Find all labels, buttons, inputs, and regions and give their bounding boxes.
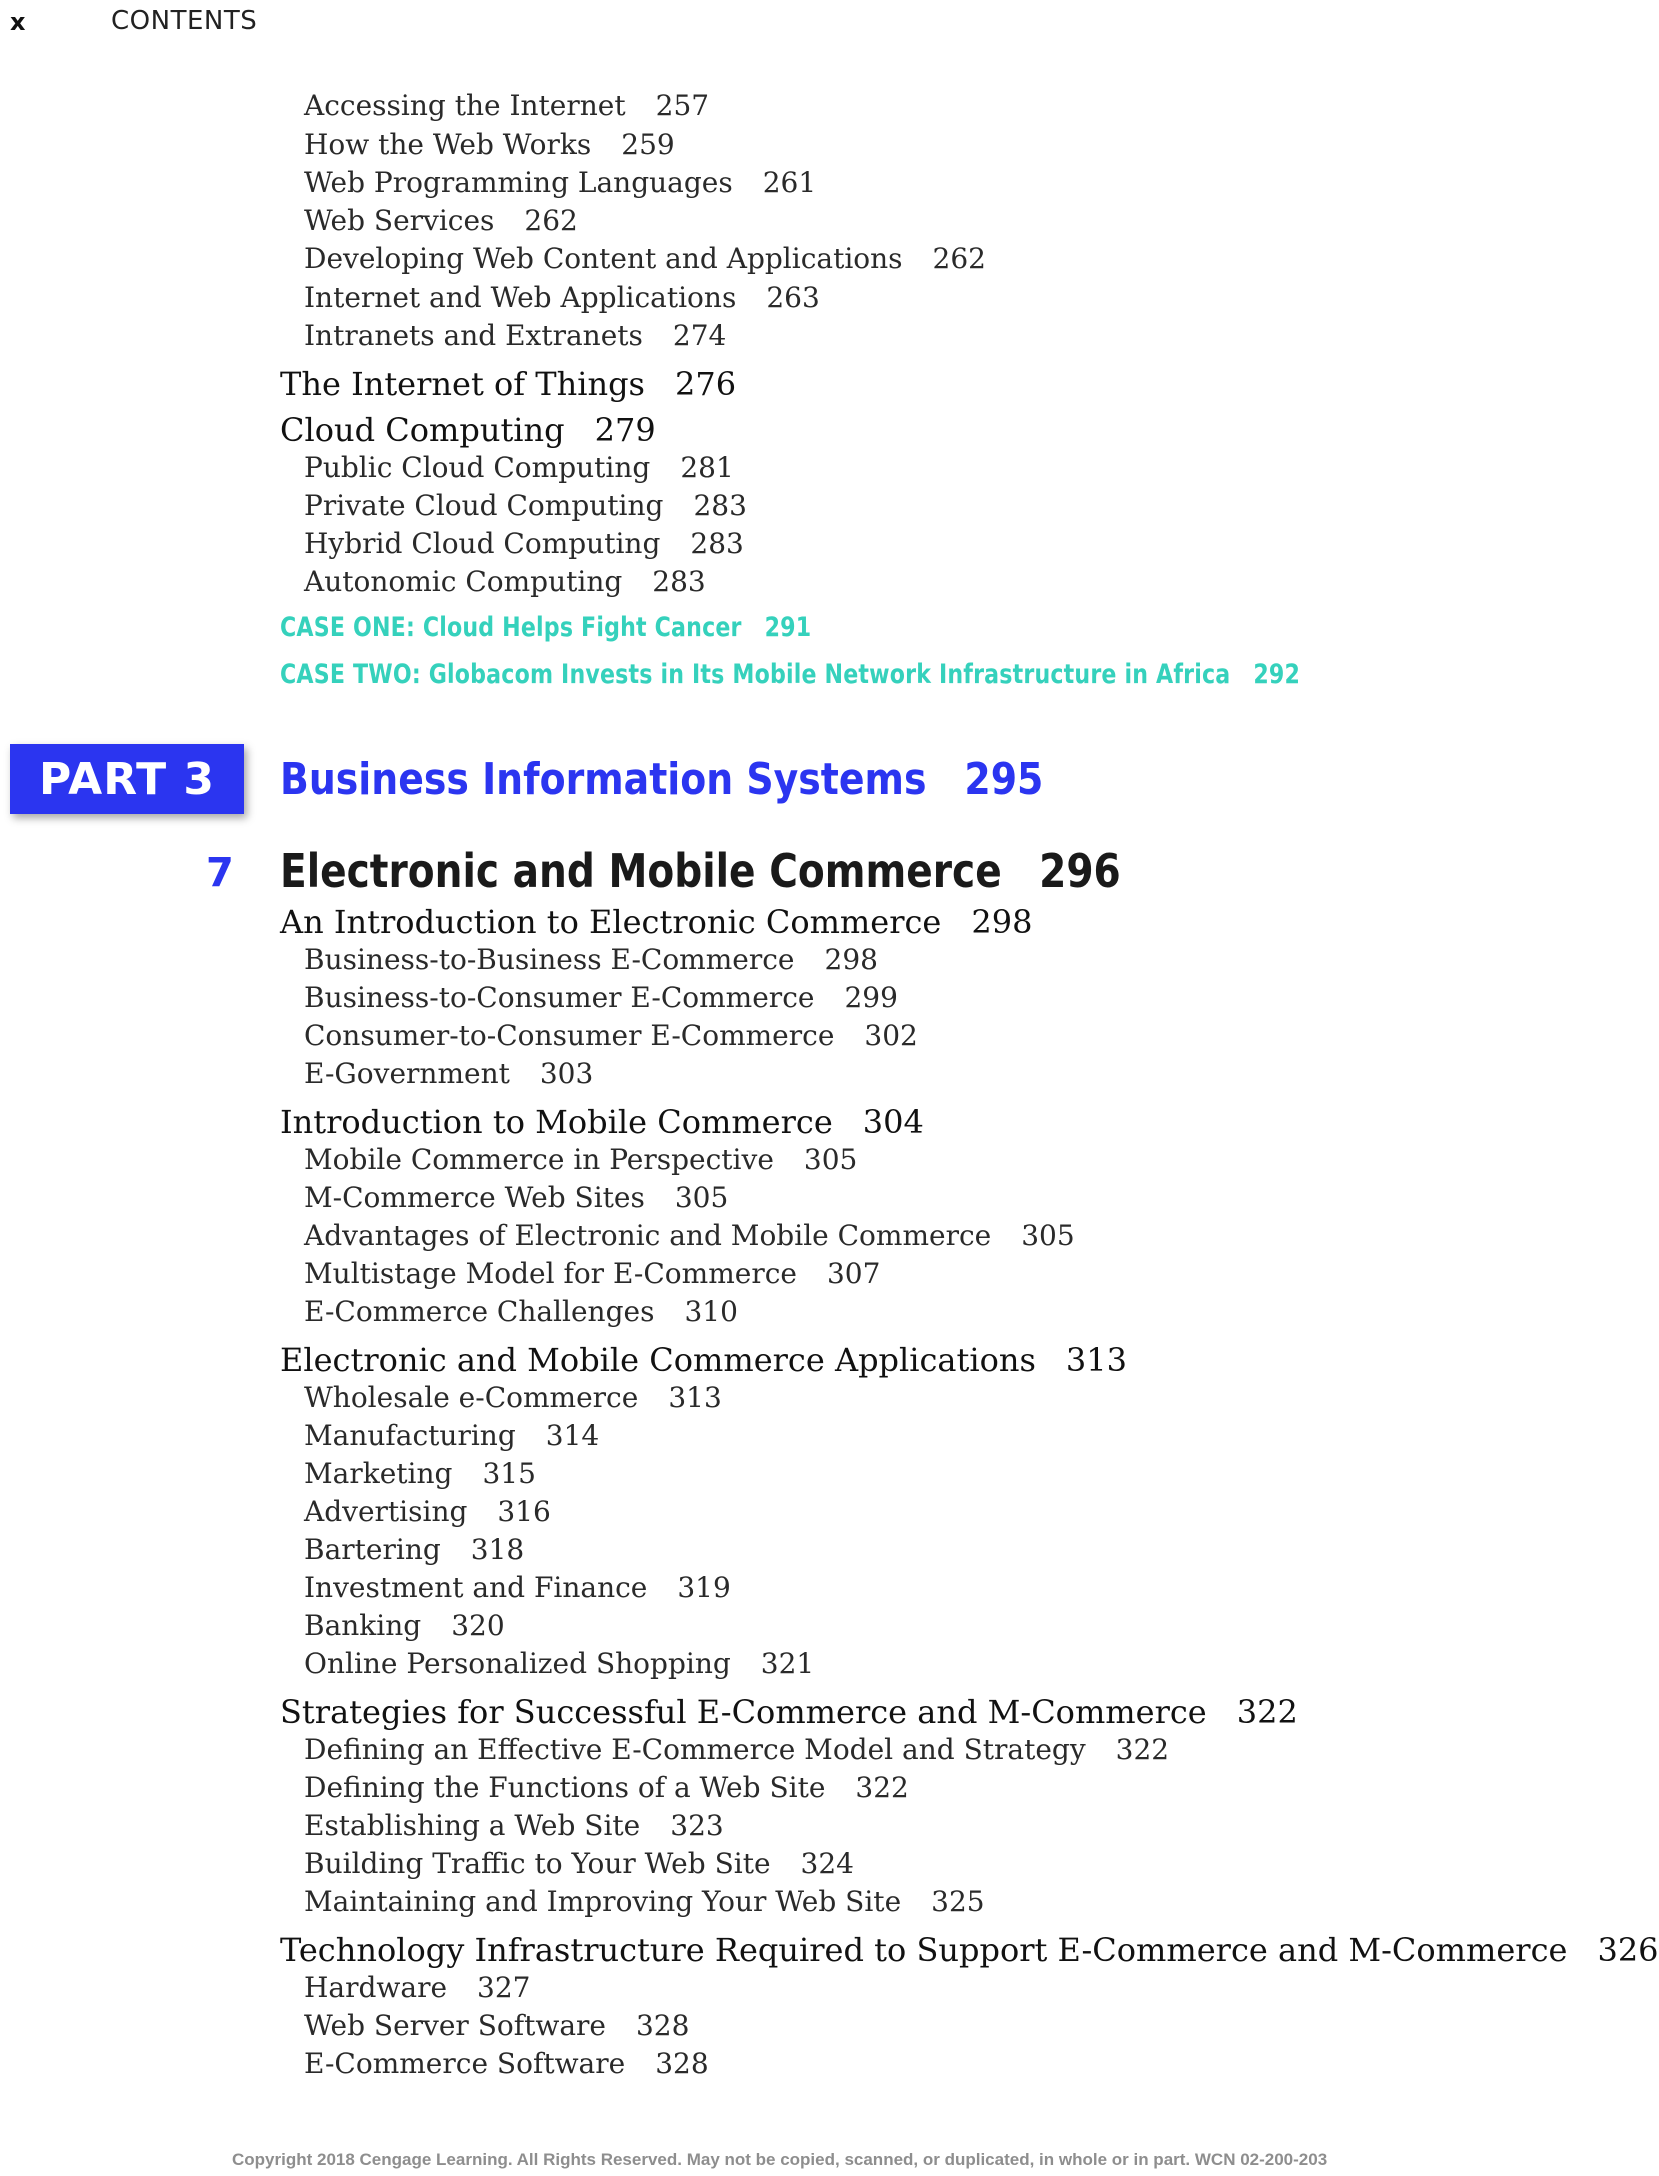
toc-subsection-entry[interactable] [304,1219,1075,1252]
toc-entry-title: Advantages of Electronic and Mobile Commerce [304,1219,992,1252]
toc-entry-page-number: 328 [635,2009,690,2042]
toc-entry-page-number: 274 [672,319,727,352]
toc-entry-page-number: 283 [690,527,744,560]
toc-section-entry[interactable] [280,1103,924,1141]
part-page-number: 295 [964,754,1044,805]
running-head: CONTENTS [111,6,258,36]
toc-subsection-entry[interactable] [304,1571,731,1604]
toc-entry-title: E-Commerce Challenges [304,1295,655,1328]
toc-entry-page-number: 283 [652,565,706,598]
toc-section-entry[interactable] [280,903,1033,941]
toc-entry-title: Web Programming Languages [304,166,733,199]
toc-entry-title: Consumer-to-Consumer E-Commerce [304,1019,835,1052]
toc-subsection-entry[interactable] [304,204,578,237]
toc-subsection-entry[interactable] [304,527,744,560]
toc-subsection-entry[interactable] [304,1181,729,1214]
toc-entry-page-number: 320 [451,1609,505,1642]
toc-entry-title: Private Cloud Computing [304,489,664,522]
toc-entry-title: Advertising [304,1495,468,1528]
toc-entry-page-number: 305 [1021,1219,1075,1252]
toc-entry-title: Wholesale e-Commerce [304,1381,639,1414]
toc-subsection-entry[interactable] [304,128,675,161]
toc-subsection-entry[interactable] [304,489,747,522]
toc-entry-title: M-Commerce Web Sites [304,1181,645,1214]
toc-subsection-entry[interactable] [304,1457,536,1490]
toc-entry-title: An Introduction to Electronic Commerce [280,903,942,941]
toc-entry-page-number: 303 [539,1057,594,1090]
part-title: Business Information Systems [280,754,927,805]
toc-entry-title: Investment and Finance [304,1571,648,1604]
toc-entry-page-number: 323 [670,1809,724,1842]
toc-entry-title: Manufacturing [304,1419,516,1452]
toc-entry-page-number: 276 [674,365,737,403]
toc-subsection-entry[interactable] [304,89,710,122]
toc-entry-page-number: 310 [684,1295,738,1328]
toc-entry-title: Business-to-Business E-Commerce [304,943,795,976]
toc-entry-page-number: 327 [477,1971,531,2004]
toc-entry-title: Web Services [304,204,495,237]
toc-entry-page-number: 305 [803,1143,858,1176]
toc-entry-title: Defining an Effective E-Commerce Model and Strategy [304,1733,1086,1766]
toc-entry-page-number: 322 [1236,1693,1298,1731]
part-label: PART 3 [38,753,216,805]
toc-entry-title: Establishing a Web Site [304,1809,641,1842]
toc-entry-page-number: 328 [655,2047,709,2080]
toc-case-entry[interactable] [280,614,811,641]
toc-subsection-entry[interactable] [304,1609,505,1642]
chapter-page-number: 296 [1039,844,1121,898]
toc-subsection-entry[interactable] [304,1771,909,1804]
toc-entry-title: Maintaining and Improving Your Web Site [304,1885,902,1918]
toc-entry-title: CASE ONE: Cloud Helps Fight Cancer [280,612,742,643]
toc-entry-title: Banking [304,1609,422,1642]
toc-entry-title: Online Personalized Shopping [304,1647,731,1680]
toc-entry-title: Technology Infrastructure Required to Support E-Commerce and M-Commerce [280,1931,1568,1969]
toc-entry-page-number: 322 [1115,1733,1170,1766]
toc-entry-page-number: 316 [497,1495,551,1528]
toc-entry-title: Marketing [304,1457,453,1490]
toc-section-entry[interactable] [280,1341,1127,1379]
toc-entry-page-number: 318 [470,1533,525,1566]
toc-entry-title: Hardware [304,1971,448,2004]
toc-subsection-entry[interactable] [304,1019,918,1052]
toc-entry-page-number: 259 [621,128,675,161]
toc-entry-title: Introduction to Mobile Commerce [280,1103,833,1141]
toc-entry-page-number: 315 [482,1457,536,1490]
toc-entry-page-number: 283 [693,489,747,522]
toc-section-entry[interactable] [280,411,656,449]
toc-entry-page-number: 263 [766,281,820,314]
toc-entry-page-number: 313 [1065,1341,1127,1379]
part-heading[interactable] [280,754,1043,805]
toc-entry-page-number: 262 [524,204,578,237]
toc-entry-title: Electronic and Mobile Commerce Applications [280,1341,1036,1379]
toc-entry-title: Autonomic Computing [304,565,623,598]
toc-entry-page-number: 298 [824,943,878,976]
toc-entry-title: Strategies for Successful E-Commerce and M-Commerce [280,1693,1207,1731]
toc-subsection-entry[interactable] [304,2047,709,2080]
toc-entry-page-number: 298 [971,903,1033,941]
toc-entry-page-number: 325 [931,1885,985,1918]
toc-entry-title: Internet and Web Applications [304,281,737,314]
copyright-footer: Copyright 2018 Cengage Learning. All Rights Reserved. May not be copied, scanned, or duplicated, in whole or in part. WCN 02-200-203 [232,2150,1328,2169]
toc-entry-title: E-Government [304,1057,510,1090]
toc-subsection-entry[interactable] [304,1885,985,1918]
toc-subsection-entry[interactable] [304,242,986,275]
toc-subsection-entry[interactable] [304,943,878,976]
toc-subsection-entry[interactable] [304,1809,724,1842]
toc-entry-page-number: 326 [1597,1931,1659,1969]
toc-entry-title: Intranets and Extranets [304,319,643,352]
toc-subsection-entry[interactable] [304,451,734,484]
toc-entry-title: Business-to-Consumer E-Commerce [304,981,815,1014]
toc-entry-title: Multistage Model for E-Commerce [304,1257,797,1290]
toc-subsection-entry[interactable] [304,2009,690,2042]
toc-entry-page-number: 302 [864,1019,918,1052]
page-number: x [10,8,26,36]
toc-entry-title: Building Traffic to Your Web Site [304,1847,771,1880]
part-label-box [10,744,244,814]
toc-entry-title: Developing Web Content and Applications [304,242,903,275]
toc-subsection-entry[interactable] [304,281,820,314]
toc-entry-title: CASE TWO: Globacom Invests in Its Mobile Network Infrastructure in Africa [280,659,1231,690]
toc-entry-title: Bartering [304,1533,441,1566]
toc-entry-page-number: 313 [668,1381,722,1414]
toc-entry-page-number: 321 [760,1647,815,1680]
toc-subsection-entry[interactable] [304,1381,722,1414]
toc-subsection-entry[interactable] [304,1847,854,1880]
toc-entry-title: Mobile Commerce in Perspective [304,1143,774,1176]
toc-section-entry[interactable] [280,1693,1298,1731]
toc-subsection-entry[interactable] [304,1295,738,1328]
toc-subsection-entry[interactable] [304,1533,525,1566]
toc-entry-page-number: 291 [764,612,812,643]
chapter-number: 7 [206,850,234,896]
toc-entry-title: Public Cloud Computing [304,451,651,484]
toc-entry-page-number: 322 [855,1771,909,1804]
toc-entry-page-number: 261 [762,166,817,199]
chapter-title: Electronic and Mobile Commerce [280,844,1002,898]
toc-entry-page-number: 279 [594,411,656,449]
toc-subsection-entry[interactable] [304,1257,881,1290]
toc-entry-title: How the Web Works [304,128,592,161]
toc-entry-page-number: 314 [545,1419,600,1452]
toc-entry-page-number: 324 [800,1847,854,1880]
toc-entry-page-number: 319 [677,1571,731,1604]
toc-entry-title: The Internet of Things [280,365,645,403]
toc-entry-page-number: 257 [655,89,710,122]
toc-subsection-entry[interactable] [304,1733,1170,1766]
toc-subsection-entry[interactable] [304,1647,815,1680]
toc-entry-title: Defining the Functions of a Web Site [304,1771,826,1804]
toc-subsection-entry[interactable] [304,166,817,199]
toc-section-entry[interactable] [280,1931,1659,1969]
toc-entry-page-number: 307 [826,1257,881,1290]
toc-subsection-entry[interactable] [304,565,706,598]
toc-entry-page-number: 281 [680,451,734,484]
toc-entry-page-number: 262 [932,242,986,275]
toc-entry-title: Web Server Software [304,2009,606,2042]
toc-subsection-entry[interactable] [304,319,727,352]
toc-entry-page-number: 299 [844,981,898,1014]
toc-subsection-entry[interactable] [304,1057,594,1090]
toc-entry-title: Cloud Computing [280,411,565,449]
toc-entry-page-number: 292 [1253,659,1301,690]
chapter-heading[interactable] [280,844,1121,898]
toc-subsection-entry[interactable] [304,981,898,1014]
toc-entry-page-number: 305 [674,1181,729,1214]
toc-section-entry[interactable] [280,365,737,403]
toc-subsection-entry[interactable] [304,1971,531,2004]
toc-subsection-entry[interactable] [304,1495,551,1528]
toc-subsection-entry[interactable] [304,1419,600,1452]
toc-case-entry[interactable] [280,661,1300,688]
toc-entry-title: Hybrid Cloud Computing [304,527,661,560]
toc-entry-title: Accessing the Internet [304,89,626,122]
toc-entry-page-number: 304 [862,1103,924,1141]
toc-subsection-entry[interactable] [304,1143,858,1176]
toc-entry-title: E-Commerce Software [304,2047,626,2080]
